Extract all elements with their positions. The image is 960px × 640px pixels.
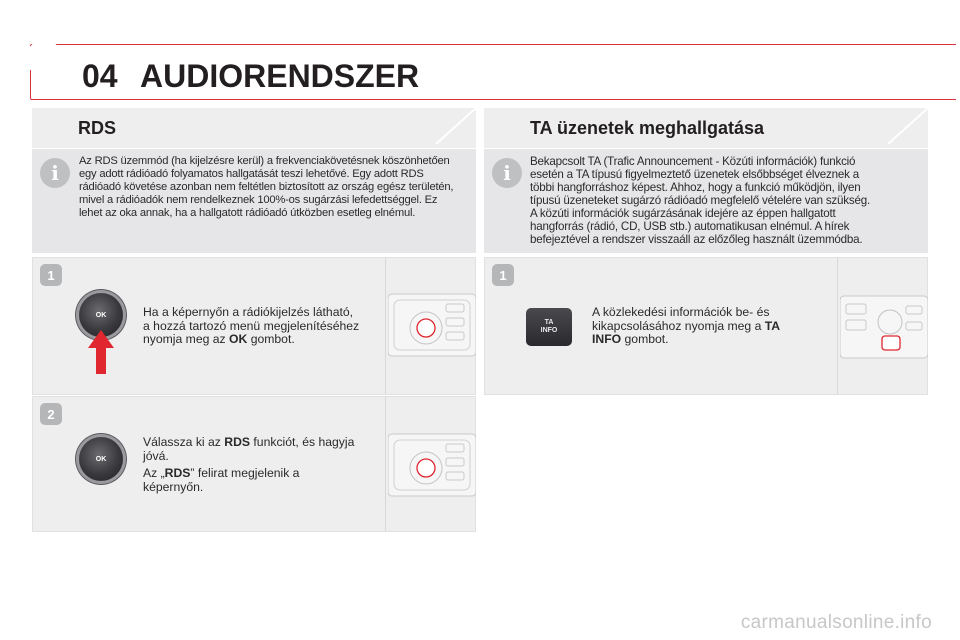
ok-button[interactable]: OK: [79, 293, 123, 337]
watermark: carmanualsonline.info: [740, 612, 932, 633]
info-icon: i: [492, 158, 522, 188]
ok-button[interactable]: OK: [79, 437, 123, 481]
ta-title: TA üzenetek meghallgatása: [530, 118, 765, 138]
ta-info-text: Bekapcsolt TA (Trafic Announcement - Közúti információk) funkció esetén a TA típusú figyelmeztető üzenetek elsőbbséget élveznek a többi hangforráshoz képest. Ahhoz, hogy a funkció működjön, ilyen típusú üzeneteket sugárzó rádióadó megfelelő vételére van szükség. A közúti információk sugárzásának idejére az éppen hallgatott hangforrás (rádió, CD, USB stb.) automatikusan elnémul. A hírek befejeztével a rendszer visszaáll az előzőleg használt üzemmódba.: [530, 155, 870, 246]
step-divider: [837, 258, 838, 394]
radio-panel-icon: [388, 430, 476, 500]
rds-title: RDS: [78, 118, 117, 138]
radio-panel-ta-icon: [840, 292, 928, 362]
info-button-label: INFO: [540, 327, 558, 334]
press-arrow-icon: [88, 330, 114, 374]
ta-button-label: TA: [544, 319, 554, 326]
step-number-badge: 1: [40, 264, 62, 286]
rds-step-1-text: Ha a képernyőn a rádiókijelzés látható, a hozzá tartozó menü megjelenítéséhez nyomja meg az OK gombot.: [143, 305, 360, 347]
panel-corner-decoration: [356, 108, 476, 144]
radio-panel-icon: [388, 290, 476, 360]
chapter-title: AUDIORENDSZER: [140, 58, 420, 94]
panel-corner-decoration: [808, 108, 928, 144]
step-number-badge: 1: [492, 264, 514, 286]
rds-info-text: Az RDS üzemmód (ha kijelzésre kerül) a frekvenciakövetésnek köszönhetően egy adott rádióadó folyamatos hallgatását teszi lehetővé. Egy adott RDS rádióadó követése azonban nem feltétlen biztosított az ország egész területén, mivel a rádióadók nem rendelkeznek 100%-os sugárzási lefedettséggel. Ez lehet az oka annak, ha a hallgatott rádióadó útközben esetleg elnémul.: [79, 155, 454, 219]
info-icon: i: [40, 158, 70, 188]
ta-step-1-text: A közlekedési információk be- és kikapcsolásához nyomja meg a TA INFO gombot.: [592, 305, 781, 347]
step-divider: [385, 258, 386, 394]
step-number-badge: 2: [40, 403, 62, 425]
step-divider: [385, 397, 386, 531]
ta-info-button[interactable]: [526, 308, 572, 346]
chapter-number: 04: [82, 58, 118, 94]
rds-step-2-text: Válassza ki az RDS funkciót, és hagyja jóvá. Az „RDS” felirat megjelenik a képernyőn.: [143, 435, 355, 494]
